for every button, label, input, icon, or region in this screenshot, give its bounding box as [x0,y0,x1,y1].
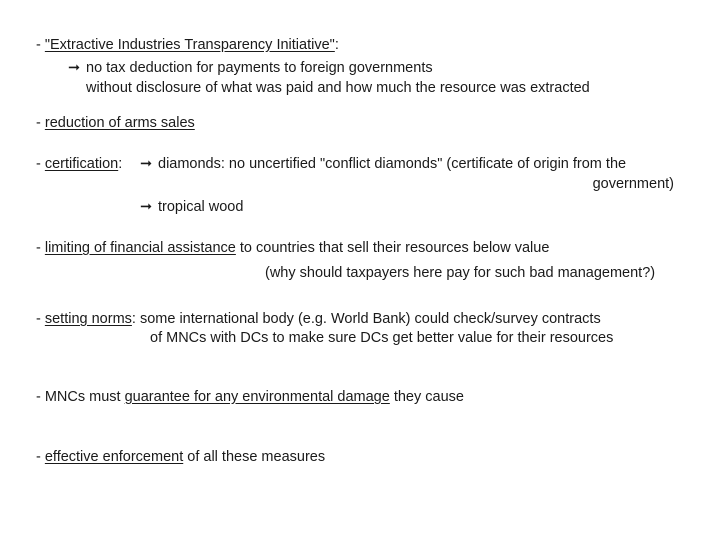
bullet-dash: - [36,115,45,131]
mnc-text-pre: - MNCs must [36,389,125,405]
arrow-right-icon: ➞ [140,156,153,172]
norms-item [36,310,601,328]
norms-label: setting norms [44,311,132,327]
eiti-point-1-text: no tax deduction for payments to foreign governments [86,60,433,76]
bullet-dash: - [36,240,45,256]
arrow-right-icon: ➞ [68,60,81,76]
mnc-text-post: they cause [389,389,464,405]
bullet-dash: - [36,311,45,327]
certification-wood [140,198,243,216]
certification-diamonds [140,155,626,173]
eiti-point-2 [86,79,590,97]
certification-diamonds-cont [593,175,674,193]
diamonds-text-cont: government) [592,176,674,192]
eiti-heading [36,36,339,54]
enforcement-label: effective enforcement [44,449,184,465]
arrow-right-icon: ➞ [140,199,153,215]
arms-item [36,114,195,132]
wood-text: tropical wood [158,199,244,215]
bullet-dash: - [36,449,45,465]
norms-text: : some international body (e.g. World Bank) could check/survey contracts [131,311,601,327]
eiti-point-1 [68,59,433,77]
mnc-label: guarantee for any environmental damage [124,389,390,405]
enforcement-text: of all these measures [183,449,326,465]
finance-text-cont: (why should taxpayers here pay for such bad management?) [265,265,656,281]
norms-item-cont [150,329,613,347]
certification-colon: : [118,156,123,172]
finance-item-cont [265,264,655,282]
finance-item [36,239,549,257]
arms-text: reduction of arms sales [44,115,195,131]
mnc-item [36,388,464,406]
eiti-point-2-text: without disclosure of what was paid and how much the resource was extracted [86,80,590,96]
bullet-dash: - [36,156,45,172]
finance-text: to countries that sell their resources below value [235,240,550,256]
eiti-title: "Extractive Industries Transparency Initiative" [44,37,335,53]
enforcement-item [36,448,325,466]
diamonds-text: diamonds: no uncertified "conflict diamonds" (certificate of origin from the [158,156,627,172]
certification-label: certification [44,156,119,172]
certification-item [36,155,122,173]
bullet-dash: - [36,37,45,53]
finance-label: limiting of financial assistance [44,240,236,256]
eiti-colon: : [334,37,339,53]
norms-text-cont: of MNCs with DCs to make sure DCs get better value for their resources [150,330,614,346]
